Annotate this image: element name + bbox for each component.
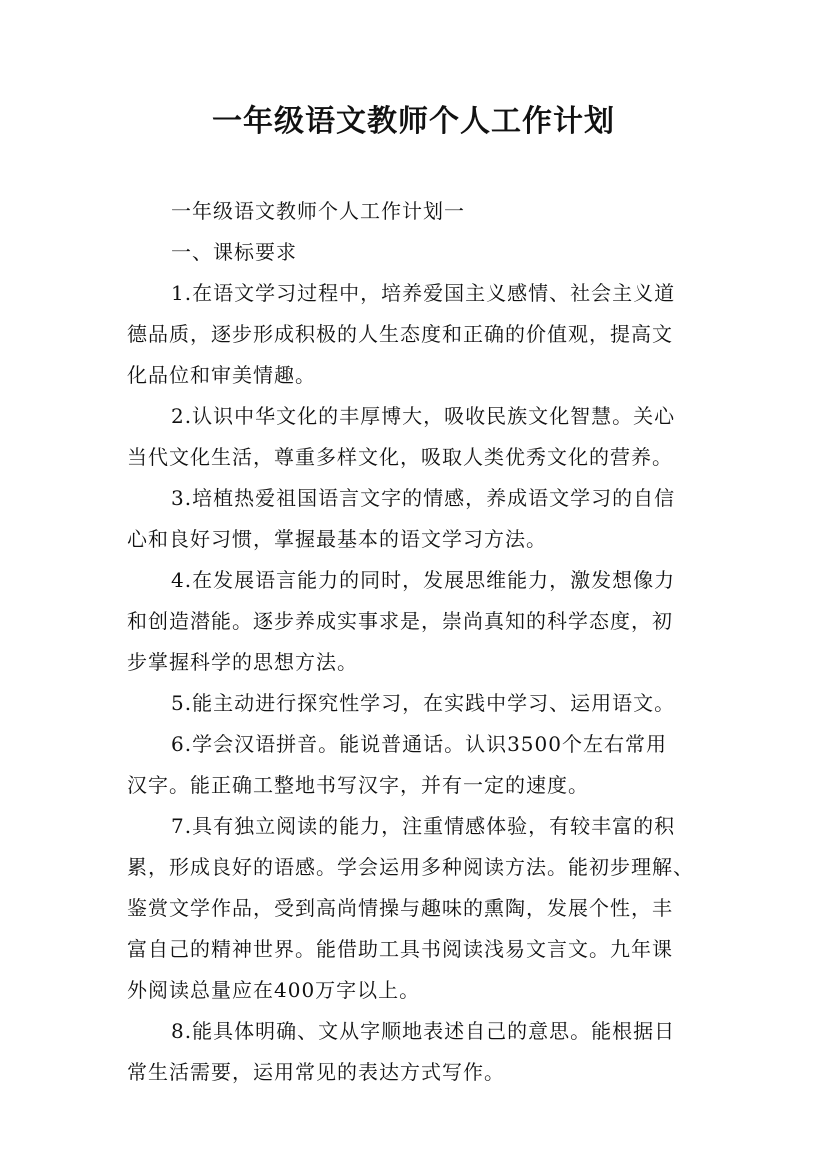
item-6-line-2: 汉字。能正确工整地书写汉字，并有一定的速度。 <box>127 773 589 797</box>
item-7-line-5: 外阅读总量应在400万字以上。 <box>127 978 421 1002</box>
item-2 <box>127 396 702 478</box>
item-2-line-1: 2.认识中华文化的丰厚博大，吸收民族文化智慧。关心 <box>171 404 676 428</box>
item-6 <box>127 724 702 806</box>
item-7-line-4: 富自己的精神世界。能借助工具书阅读浅易文言文。九年课 <box>127 937 673 961</box>
item-5 <box>127 683 702 724</box>
item-1 <box>127 273 702 396</box>
item-4-line-3: 步掌握科学的思想方法。 <box>127 650 358 674</box>
item-5-line-1: 5.能主动进行探究性学习，在实践中学习、运用语文。 <box>171 691 676 715</box>
section-heading: 一、课标要求 <box>171 240 297 264</box>
item-1-line-3: 化品位和审美情趣。 <box>127 363 316 387</box>
item-7-line-3: 鉴赏文学作品，受到高尚情操与趣味的熏陶，发展个性，丰 <box>127 896 673 920</box>
item-3 <box>127 478 702 560</box>
item-1-line-2: 德品质，逐步形成积极的人生态度和正确的价值观，提高文 <box>127 322 673 346</box>
item-1-line-1: 1.在语文学习过程中，培养爱国主义感情、社会主义道 <box>171 281 676 305</box>
item-7 <box>127 806 702 1011</box>
item-6-line-1: 6.学会汉语拼音。能说普通话。认识3500个左右常用 <box>171 732 667 756</box>
document-title: 一年级语文教师个人工作计划 <box>212 104 615 139</box>
item-4-line-2: 和创造潜能。逐步养成实事求是，崇尚真知的科学态度，初 <box>127 609 673 633</box>
document-body <box>127 191 702 1093</box>
item-7-line-2: 累，形成良好的语感。学会运用多种阅读方法。能初步理解、 <box>127 855 694 879</box>
item-3-line-1: 3.培植热爱祖国语言文字的情感，养成语文学习的自信 <box>171 486 676 510</box>
item-8 <box>127 1011 702 1093</box>
item-2-line-2: 当代文化生活，尊重多样文化，吸取人类优秀文化的营养。 <box>127 445 673 469</box>
subtitle-line: 一年级语文教师个人工作计划一 <box>171 199 465 223</box>
item-3-line-2: 心和良好习惯，掌握最基本的语文学习方法。 <box>127 527 547 551</box>
item-4-line-1: 4.在发展语言能力的同时，发展思维能力，激发想像力 <box>171 568 676 592</box>
item-7-line-1: 7.具有独立阅读的能力，注重情感体验，有较丰富的积 <box>171 814 676 838</box>
item-8-line-1: 8.能具体明确、文从字顺地表述自己的意思。能根据日 <box>171 1019 676 1043</box>
item-8-line-2: 常生活需要，运用常见的表达方式写作。 <box>127 1060 505 1084</box>
item-4 <box>127 560 702 683</box>
